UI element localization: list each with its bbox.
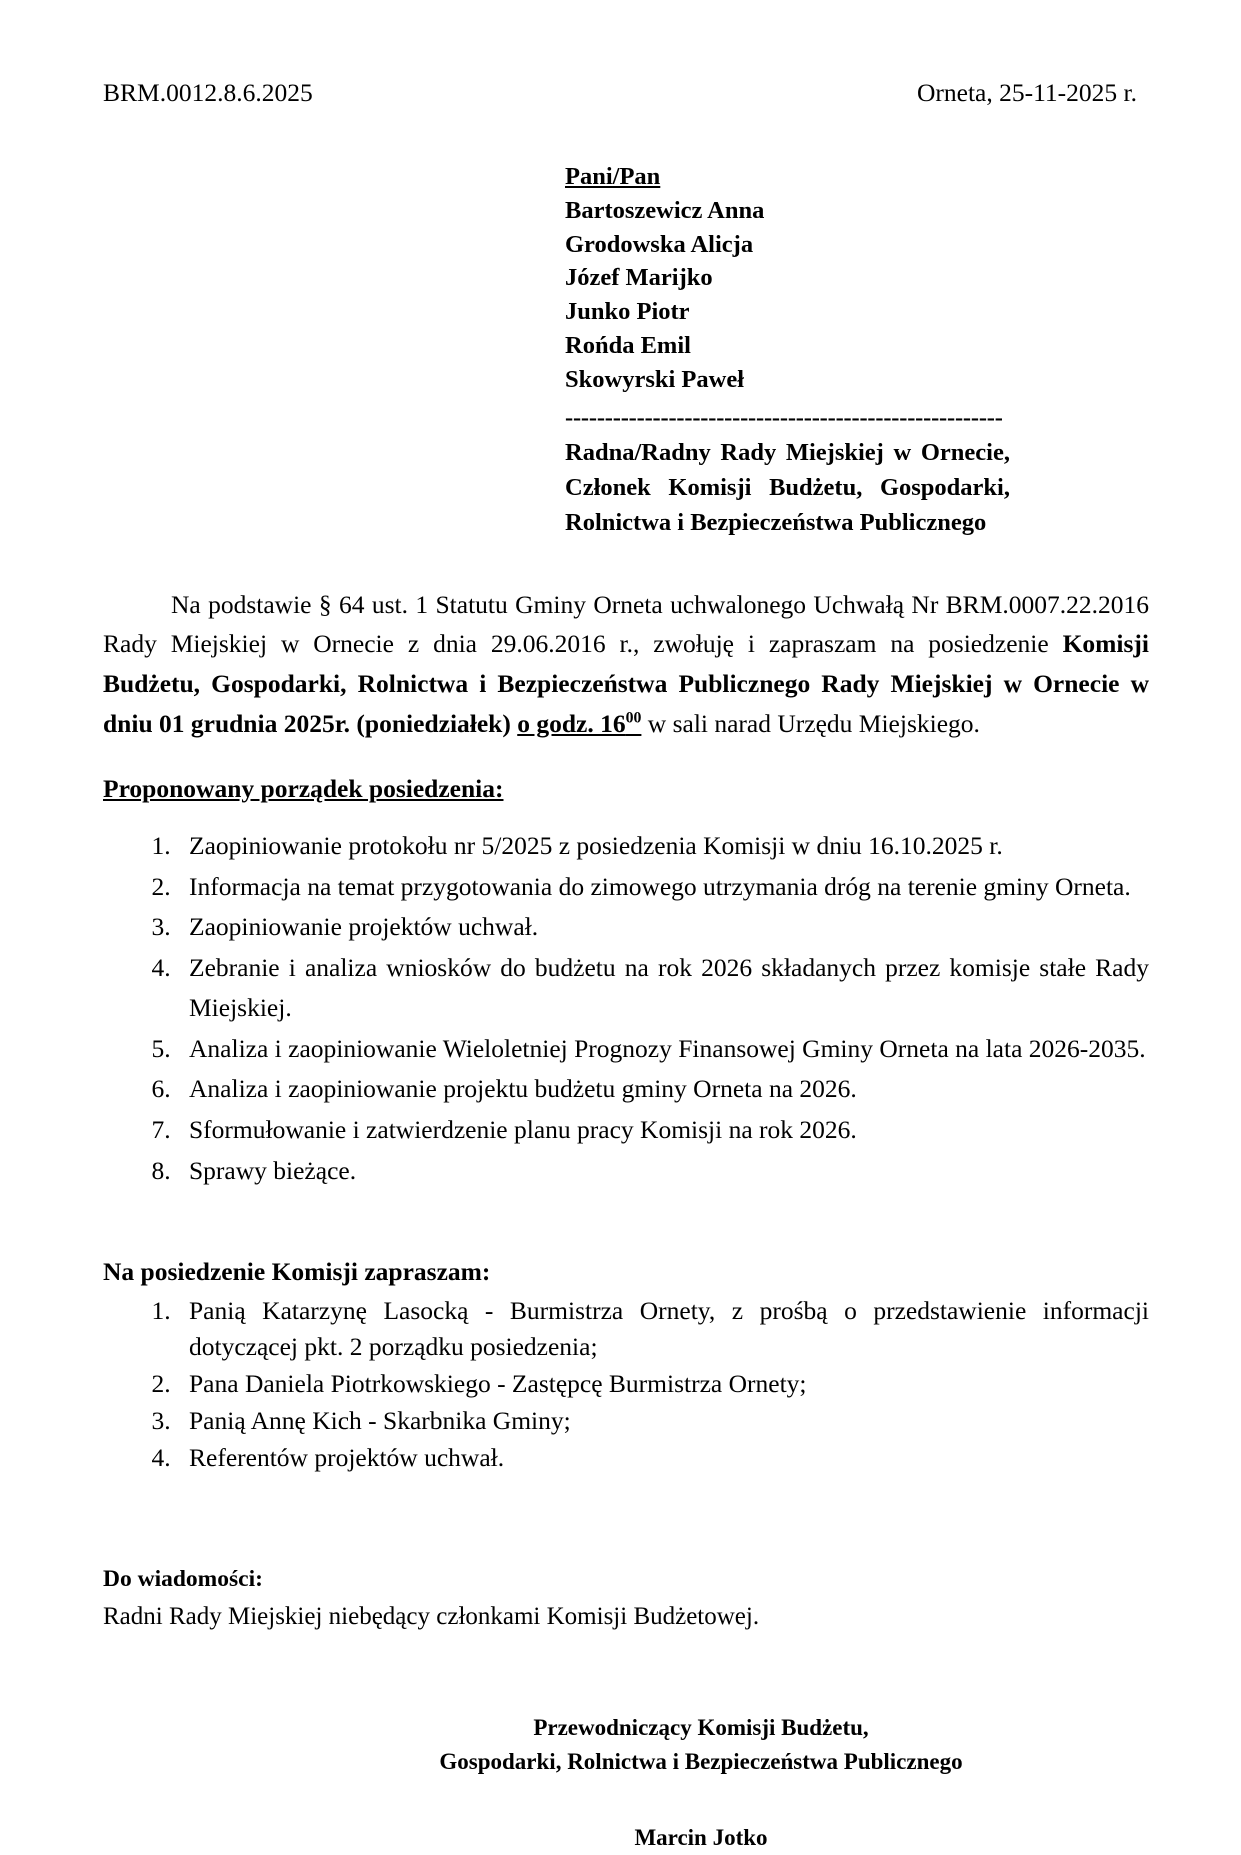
invitations-list bbox=[103, 1293, 1149, 1477]
agenda-list bbox=[103, 826, 1149, 1191]
notice-text: Radni Rady Miejskiej niebędący członkami Komisji Budżetowej. bbox=[103, 1602, 760, 1630]
intro-paragraph bbox=[103, 585, 1149, 744]
invitation-item: 4. Referentów projektów uchwał. bbox=[177, 1440, 1149, 1477]
agenda-item: 6. Analiza i zaopiniowanie projektu budżetu gminy Orneta na 2026. bbox=[177, 1069, 1149, 1109]
invitation-item: 2. Pana Daniela Piotrkowskiego - Zastępcę Burmistrza Ornety; bbox=[177, 1366, 1149, 1403]
notice-title: Do wiadomości: bbox=[103, 1566, 263, 1593]
addressee-name: Bartoszewicz Anna bbox=[565, 196, 765, 224]
agenda-item: 4. Zebranie i analiza wniosków do budżetu na rok 2026 składanych przez komisje stałe Rady Miejskiej. bbox=[177, 948, 1149, 1028]
document-reference-number: BRM.0012.8.6.2025 bbox=[103, 78, 313, 107]
addressee-name: Skowyrski Paweł bbox=[565, 365, 745, 393]
agenda-item: 8. Sprawy bieżące. bbox=[177, 1151, 1149, 1191]
addressee-salutation: Pani/Pan bbox=[565, 163, 661, 190]
intro-text-part2: w sali narad Urzędu Miejskiego. bbox=[641, 709, 980, 739]
invitation-item: 3. Panią Annę Kich - Skarbnika Gminy; bbox=[177, 1403, 1149, 1440]
addressee-name: Grodowska Alicja bbox=[565, 230, 754, 258]
addressee-name: Rońda Emil bbox=[565, 331, 691, 359]
invitation-item: 1. Panią Katarzynę Lasocką - Burmistrza Ornety, z prośbą o przedstawienie informacji dotyczącej pkt. 2 porządku posiedzenia; bbox=[177, 1293, 1149, 1366]
invitations-heading: Na posiedzenie Komisji zapraszam: bbox=[103, 1256, 491, 1286]
document-header bbox=[103, 78, 1149, 108]
intro-text-part1: Na podstawie § 64 ust. 1 Statutu Gminy Orneta uchwalonego Uchwałą Nr BRM.0007.22.2016 Rady Miejskiej w Ornecie z dnia 29.06.2016 r., zwołuję i zapraszam na posiedzenie bbox=[103, 589, 1149, 659]
agenda-item: 7. Sformułowanie i zatwierdzenie planu pracy Komisji na rok 2026. bbox=[177, 1110, 1149, 1150]
signature-name: Marcin Jotko bbox=[634, 1825, 768, 1851]
intro-time-superscript: 00 bbox=[625, 709, 642, 727]
signature-block bbox=[103, 1711, 1149, 1855]
agenda-heading: Proponowany porządek posiedzenia: bbox=[103, 773, 504, 803]
signature-title-line2: Gospodarki, Rolnictwa i Bezpieczeństwa Publicznego bbox=[439, 1749, 963, 1775]
addressee-role: Radna/Radny Rady Miejskiej w Ornecie, Członek Komisji Budżetu, Gospodarki, Rolnictwa i Bezpieczeństwa Publicznego bbox=[565, 439, 1010, 536]
agenda-item: 5. Analiza i zaopiniowanie Wieloletniej Prognozy Finansowej Gminy Orneta na lata 2026-2035. bbox=[177, 1029, 1149, 1069]
document-place-and-date: Orneta, 25-11-2025 r. bbox=[917, 78, 1137, 107]
agenda-item: 3. Zaopiniowanie projektów uchwał. bbox=[177, 907, 1149, 947]
addressee-name: Józef Marijko bbox=[565, 264, 713, 292]
intro-bold-committee: Komisji Budżetu, Gospodarki, Rolnictwa i Bezpieczeństwa Publicznego Rady Miejskiej w Ornecie w dniu 01 grudnia 2025r. (poniedziałek) bbox=[103, 629, 1149, 739]
addressee-block bbox=[565, 160, 1010, 541]
notice-block bbox=[103, 1562, 1149, 1635]
intro-time-underlined: o godz. 16 bbox=[517, 709, 626, 739]
addressee-name: Junko Piotr bbox=[565, 298, 690, 326]
agenda-item: 1. Zaopiniowanie protokołu nr 5/2025 z posiedzenia Komisji w dniu 16.10.2025 r. bbox=[177, 826, 1149, 866]
agenda-item: 2. Informacja na temat przygotowania do zimowego utrzymania dróg na terenie gminy Orneta. bbox=[177, 867, 1149, 907]
addressee-separator-line: ------------------------------------------------------- bbox=[565, 403, 1003, 431]
signature-title-line1: Przewodniczący Komisji Budżetu, bbox=[533, 1715, 869, 1741]
